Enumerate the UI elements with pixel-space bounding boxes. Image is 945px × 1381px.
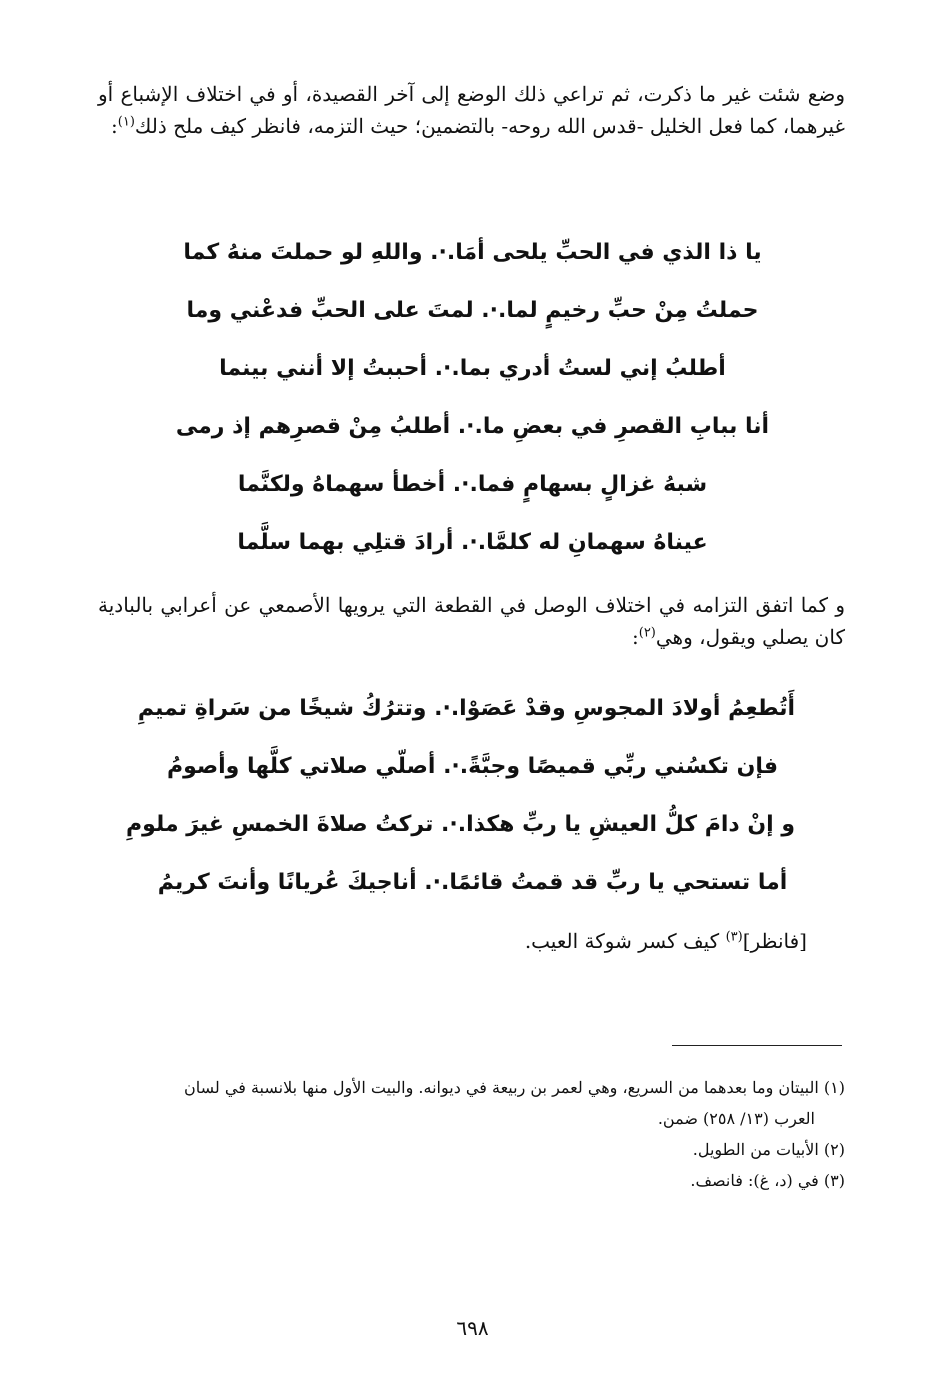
verse-line: فإن تكسُني ربِّي قميصًا وجبَّةً.·. أصلّي صلاتي كلَّها وأصومُ xyxy=(166,754,779,779)
middle-text: و كما اتفق التزامه في اختلاف الوصل في القطعة التي يرويها الأصمعي عن أعرابي بالبادية كان يصلي ويقول، وهي xyxy=(98,593,845,649)
footnote-ref-3: (٣) xyxy=(725,929,743,945)
middle-colon: : xyxy=(631,625,639,649)
footnote-3: (٣) في (د، غ): فانصف. xyxy=(690,1171,845,1190)
poem-two xyxy=(126,680,795,912)
page-number: ٦٩٨ xyxy=(456,1316,489,1340)
verse-line: شبهُ غزالٍ بسهامٍ فما.·. أخطأ سهماهُ ولكنَّما xyxy=(237,472,708,497)
verse-line: أما تستحي يا ربِّ قد قمتُ قائمًا.·. أناجيكَ عُريانًا وأنتَ كريمُ xyxy=(157,870,788,895)
verse-line: أطلبُ إني لستُ أدري بما.·. أحببتُ إلا أنني بينما xyxy=(219,356,726,381)
verse-line: أَتُطعِمُ أولادَ المجوسِ وقدْ عَصَوْا.·. وتترُكُ شيخًا من سَراةِ تميمِ xyxy=(137,696,795,721)
footnote-ref-2: (٢) xyxy=(638,625,656,641)
footnote-divider xyxy=(672,1045,842,1046)
closing-bracketed: [فانظر] xyxy=(742,929,807,953)
footnote-1: (١) البيتان وما بعدهما من السريع، وهي لعمر بن ربيعة في ديوانه. والبيت الأول منها بلانسبة في لسان xyxy=(184,1078,845,1097)
closing-text: كيف كسر شوكة العيب. xyxy=(524,929,726,953)
verse-line: يا ذا الذي في الحبِّ يلحى أمَا.·. واللهِ لو حملتَ منهُ كما xyxy=(183,240,762,265)
verse-line: و إنْ دامَ كلُّ العيشِ يا ربِّ هكذا.·. تركتُ صلاةَ الخمسِ غيرَ ملومِ xyxy=(126,812,795,837)
poem-one xyxy=(150,224,795,572)
footnotes xyxy=(112,1072,845,1196)
footnote-2: (٢) الأبيات من الطويل. xyxy=(692,1140,845,1159)
footnote-1-continuation: العرب (١٣/ ٢٥٨) ضمن. xyxy=(657,1109,815,1128)
verse-line: حملتُ مِنْ حبِّ رخيمٍ لما.·. لمتَ على الحبِّ فدعْني وما xyxy=(186,298,759,323)
verse-line: أنا ببابِ القصرِ في بعضِ ما.·. أطلبُ مِنْ قصرِهم إذ رمى xyxy=(175,414,770,439)
closing-line xyxy=(98,925,807,957)
intro-colon: : xyxy=(111,114,118,138)
intro-paragraph xyxy=(98,78,845,142)
footnote-ref-1: (١) xyxy=(117,114,135,130)
verse-line: عيناهُ سهمانِ له كلمَّا.·. أرادَ قتلِي بهما سلَّما xyxy=(237,530,708,555)
middle-paragraph xyxy=(98,589,845,653)
intro-text: وضع شئت غير ما ذكرت، ثم تراعي ذلك الوضع إلى آخر القصيدة، أو في اختلاف الإشباع أو غيرهما، كما فعل الخليل -قدس الله روحه- بالتضمين؛ حيث التزمه، فانظر كيف ملح ذلك xyxy=(98,82,845,138)
